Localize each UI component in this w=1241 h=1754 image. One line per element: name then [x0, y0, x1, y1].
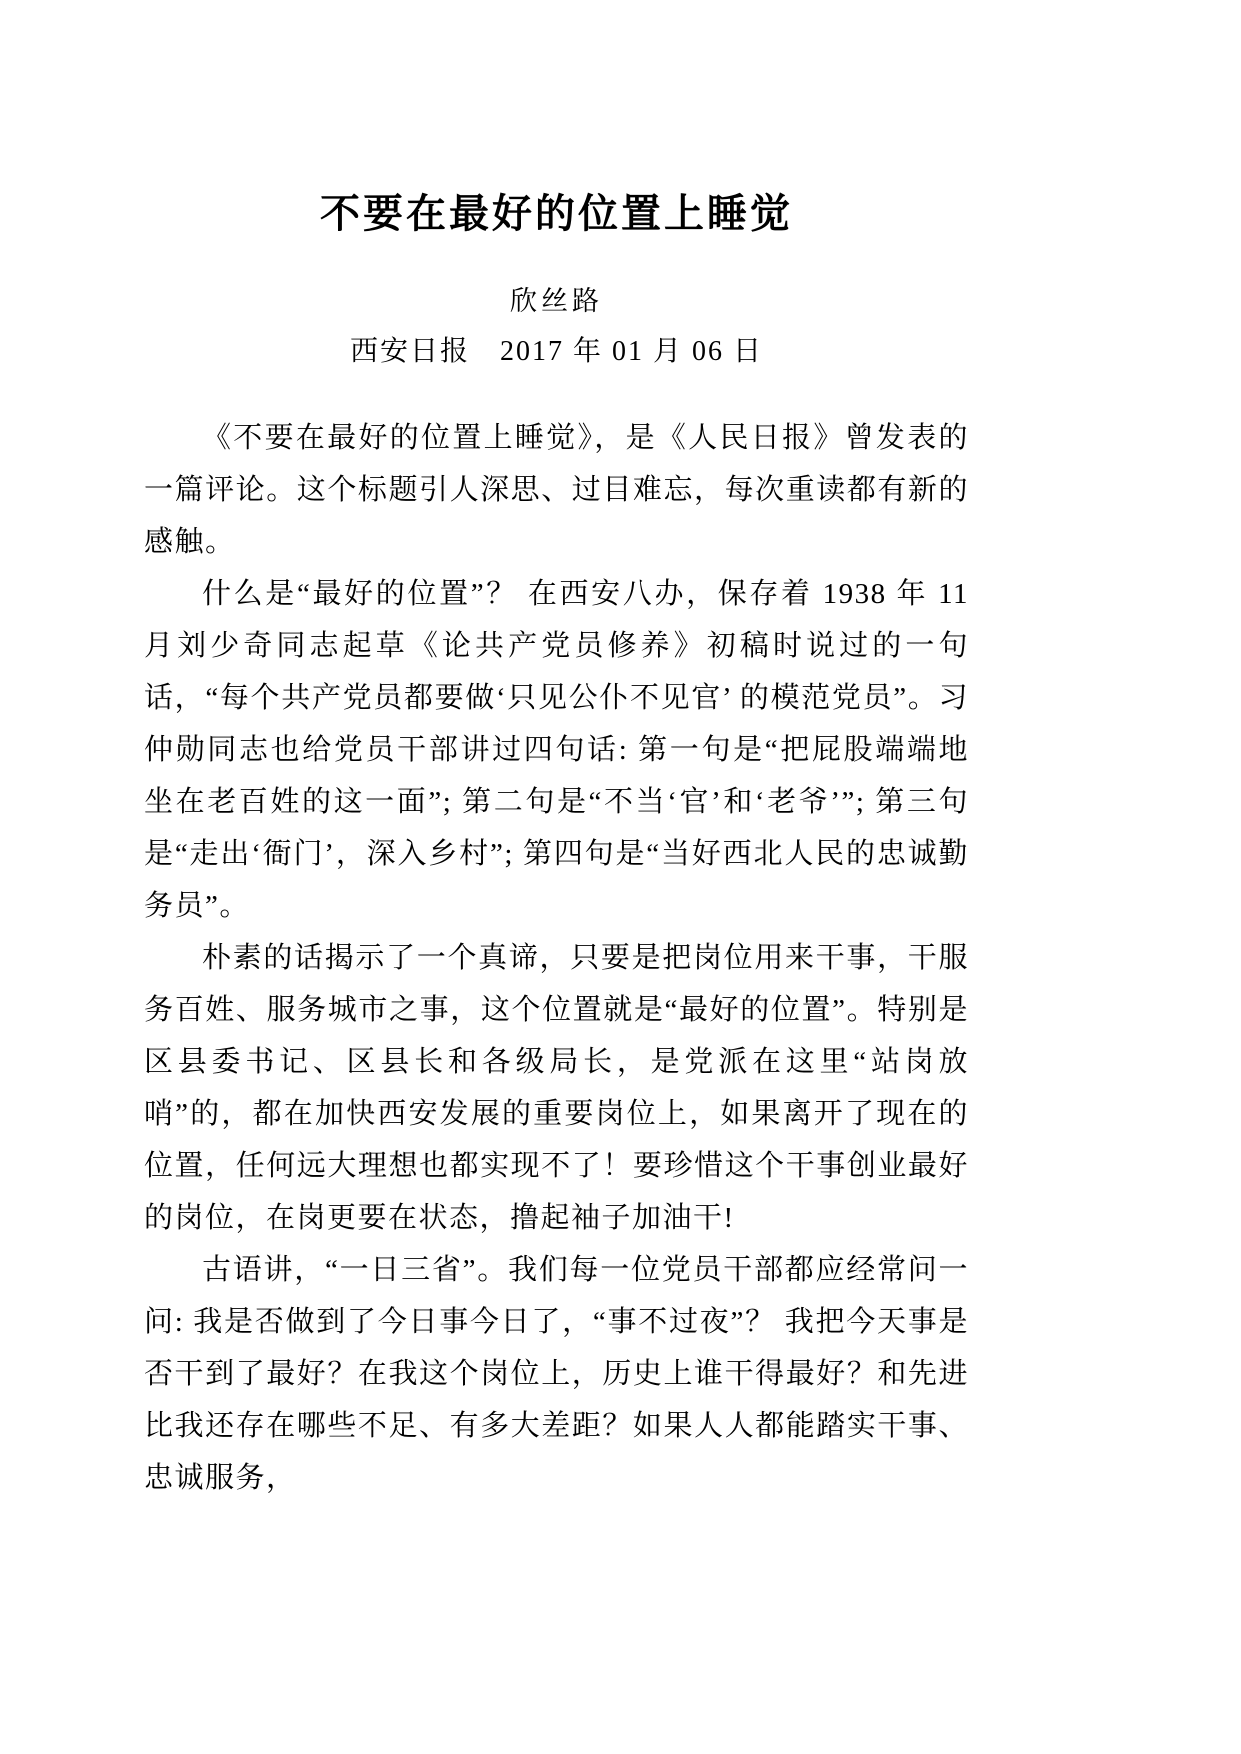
paragraph: 什么是“最好的位置”？ 在西安八办，保存着 1938 年 11 月刘少奇同志起草《论共产党员修养》初稿时说过的一句话，“每个共产党员都要做‘只见公仆不见官’ 的模范党员”。习仲勋同志也给党员干部讲过四句话: 第一句是“把屁股端端地坐在老百姓的这一面”; 第二句是“不当‘官’和‘老爷’”; 第三句是“走出‘衙门’，深入乡村”; 第四句是“当好西北人民的忠诚勤务员”。	[144, 578, 969, 922]
article-body	[144, 412, 969, 1504]
article-title: 不要在最好的位置上睡觉	[320, 191, 793, 236]
article-author: 欣丝路	[510, 286, 603, 316]
article-source: 西安日报 2017 年 01 月 06 日	[349, 336, 763, 367]
paragraph: 朴素的话揭示了一个真谛，只要是把岗位用来干事，干服务百姓、服务城市之事，这个位置就是“最好的位置”。特别是区县委书记、区县长和各级局长，是党派在这里“站岗放哨”的，都在加快西安发展的重要岗位上，如果离开了现在的位置，任何远大理想也都实现不了！要珍惜这个干事创业最好的岗位，在岗更要在状态，撸起袖子加油干!	[144, 942, 969, 1234]
paragraph: 《不要在最好的位置上睡觉》，是《人民日报》曾发表的一篇评论。这个标题引人深思、过目难忘，每次重读都有新的感触。	[144, 422, 969, 558]
paragraph: 古语讲，“一日三省”。我们每一位党员干部都应经常问一问: 我是否做到了今日事今日了，“事不过夜”？ 我把今天事是否干到了最好？在我这个岗位上，历史上谁干得最好？和先进比我还存在哪些不足、有多大差距？如果人人都能踏实干事、忠诚服务，	[144, 1254, 969, 1494]
